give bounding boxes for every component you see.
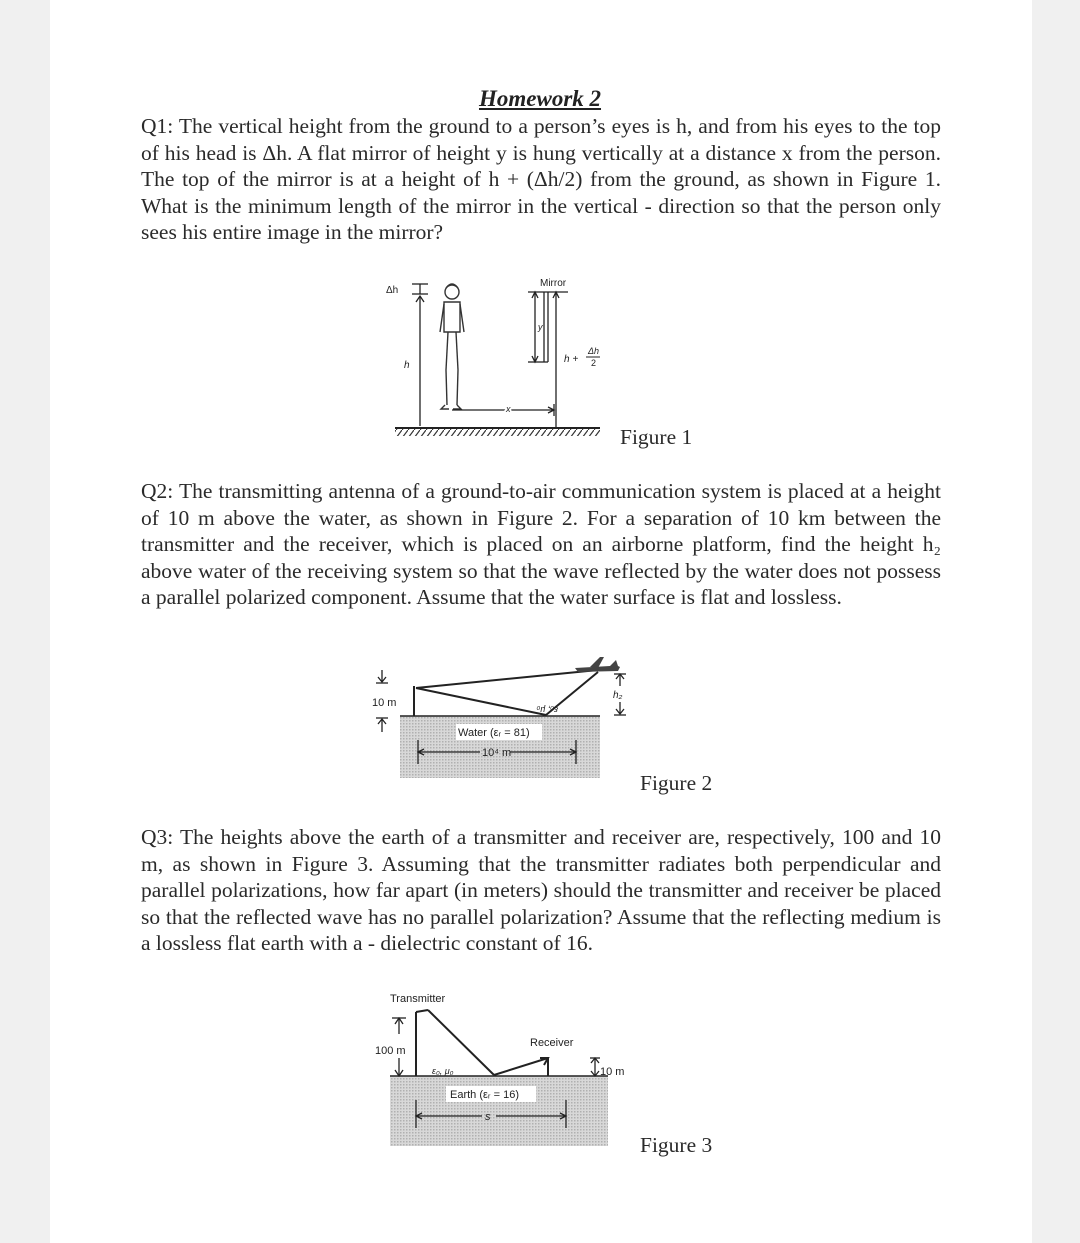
figure-2-caption: Figure 2 xyxy=(640,771,713,795)
earth-label: Earth (εᵣ = 16) xyxy=(450,1089,519,1101)
ray-paths xyxy=(414,670,598,716)
h-label: h xyxy=(404,360,410,371)
person-figure xyxy=(440,284,464,409)
figure-1 xyxy=(360,270,710,450)
question-3: Q3: The heights above the earth of a transmitter and receiver are, respectively, 100 and 10 m, as shown in Figure 3. Assuming that the transmitter radiates both perpendicular and parallel polarizations, how far apart (in meters) should the transmitter and receiver be placed so that the reflected wave has no parallel polarization? Assume that the reflecting medium is a lossless flat earth with a - dielectric constant of 16. xyxy=(141,825,941,955)
height-label-prefix: h + xyxy=(564,354,579,365)
tx-height-label: 100 m xyxy=(375,1045,406,1057)
h2-label: h₂ xyxy=(613,690,623,701)
height-frac-den: 2 xyxy=(591,358,597,368)
airplane-icon xyxy=(575,657,620,672)
mirror-label: Mirror xyxy=(540,278,567,289)
dh-label: Δh xyxy=(386,285,399,296)
dh-dimension xyxy=(412,284,428,294)
tx-height-label: 10 m xyxy=(372,697,397,709)
transmitter-label: Transmitter xyxy=(390,993,446,1005)
ground-line xyxy=(395,428,600,436)
y-label: y xyxy=(538,322,543,332)
figure-3 xyxy=(370,988,640,1153)
medium-label: ε₀, μ₀ xyxy=(536,705,558,715)
receiver-label: Receiver xyxy=(530,1037,574,1049)
height-frac-num: Δh xyxy=(588,346,600,356)
document-title: Homework 2 xyxy=(478,86,602,111)
figure-2 xyxy=(370,660,640,785)
question-2: Q2: The transmitting antenna of a ground-to-air communication system is placed at a height of 10 m above the water, as shown in Figure 2. For a separation of 10 km between the transmitter and the receiver, which is placed on an airborne platform, find the height h₂ above water of the receiving system so that the wave reflected by the water does not possess a parallel polarized component. Assume that the water surface is flat and lossless. xyxy=(141,479,941,609)
distance-label: 10⁴ m xyxy=(482,747,512,759)
medium-label: ε₀, μ₀ xyxy=(432,1066,454,1076)
figure-3-caption: Figure 3 xyxy=(640,1133,713,1157)
question-1: Q1: The vertical height from the ground to a person’s eyes is h, and from his eyes to the top of his head is Δh. A flat mirror of height y is hung vertically at a distance x from the person. The top of the mirror is at a height of h + (Δh/2) from the ground, as shown in Figure 1. What is the minimum length of the mirror in the vertical - direction so that the person only sees his entire image in the mirror? xyxy=(141,114,941,244)
rx-height-label: 10 m xyxy=(600,1066,625,1078)
x-dimension xyxy=(452,404,554,416)
h-dimension xyxy=(416,296,424,426)
figure-1-caption: Figure 1 xyxy=(620,425,693,449)
water-label: Water (εᵣ = 81) xyxy=(458,727,530,739)
x-label: x xyxy=(506,404,511,414)
distance-label: s xyxy=(485,1111,491,1123)
rx-height-dimension xyxy=(590,1058,600,1076)
